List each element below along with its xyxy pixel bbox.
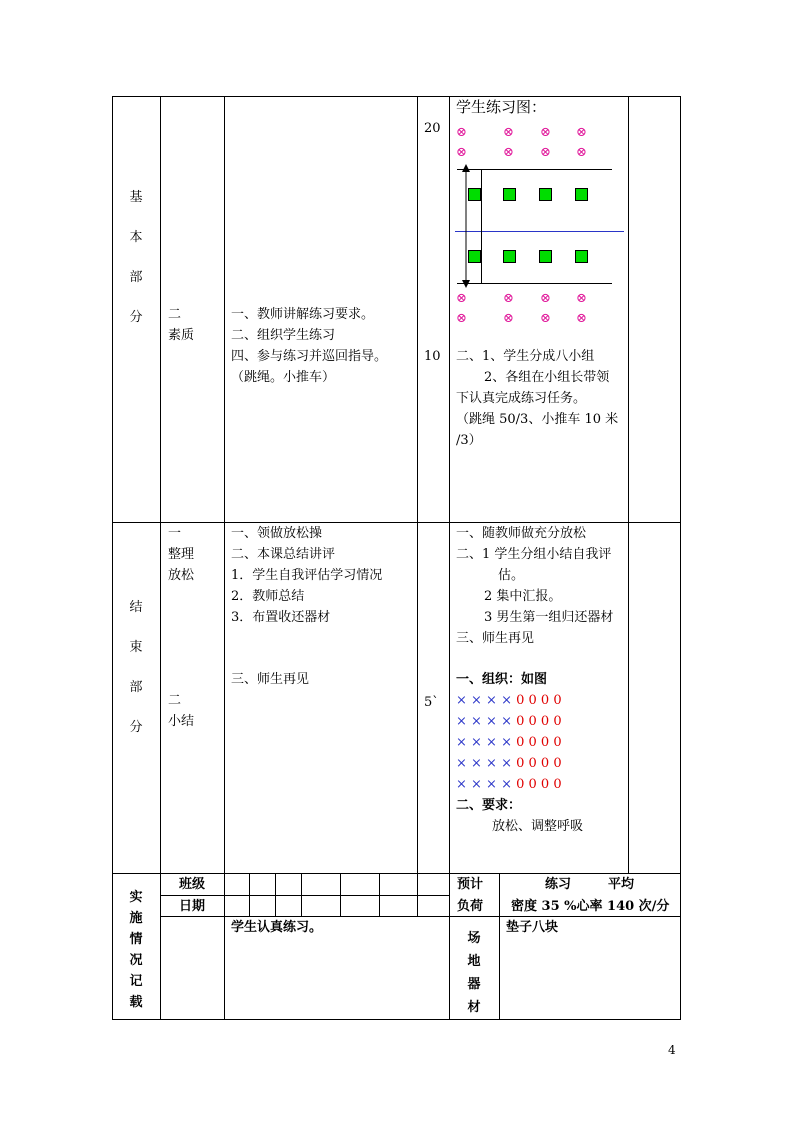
teacher-line: 2．教师总结 [231,589,305,604]
cross-marks: × × × × [456,756,512,771]
teacher-line: 一、领做放松操 [231,526,323,541]
label-char: 基 [129,190,143,205]
label-char: 施 [129,911,143,926]
student-marker-icon: ⊗ [456,291,467,306]
student-marker-icon: ⊗ [576,311,587,326]
formation-row [456,711,562,732]
student-line: 2 集中汇报。 [484,589,562,604]
teacher-line: 一、教师讲解练习要求。 [231,307,375,322]
cross-marks: × × × × [456,693,512,708]
load-density-heart-rate: 密度 35 %心率 140 次/分 [511,899,670,914]
requirement-text: 放松、调整呼吸 [492,819,584,834]
student-line: （跳绳 50/3、小推车 10 米 [456,412,619,427]
part-number: 二 [168,693,182,708]
cross-marks: × × × × [456,714,512,729]
student-marker-icon: ⊗ [540,125,551,140]
label-char: 况 [129,953,143,968]
student-marker-icon: ⊗ [576,145,587,160]
label-char: 本 [129,230,143,245]
part-number: 一 [168,526,182,541]
student-marker-icon: ⊗ [503,291,514,306]
load-practice-label: 练习 [545,877,572,892]
group-marker-icon [468,188,481,201]
label-char: 部 [129,680,143,695]
rope-line [481,170,482,283]
group-marker-icon [575,188,588,201]
student-line: 2、各组在小组长带领 [484,370,610,385]
label-char: 情 [129,932,143,947]
label-char: 场 [467,931,481,946]
basic-section-label [126,186,146,346]
student-marker-icon: ⊗ [456,311,467,326]
part-number: 二 [168,307,182,322]
formation-row [456,774,562,795]
student-marker-icon: ⊗ [456,125,467,140]
student-marker-icon: ⊗ [540,145,551,160]
label-char: 部 [129,270,143,285]
time-value: 5` [424,695,439,710]
student-marker-icon: ⊗ [540,311,551,326]
venue-value: 垫子八块 [506,920,559,935]
group-marker-icon [575,250,588,263]
student-marker-icon: ⊗ [576,125,587,140]
part-name: 小结 [168,714,195,729]
zero-marks: 0 0 0 0 [516,756,562,771]
student-marker-icon: ⊗ [503,145,514,160]
part-name: 整理 [168,547,195,562]
student-marker-icon: ⊗ [503,311,514,326]
teacher-line: 四、参与练习并巡回指导。 [231,349,388,364]
formation-row [456,732,562,753]
teacher-line: 3．布置收还器材 [231,610,331,625]
teacher-line: 1．学生自我评估学习情况 [231,568,383,583]
cross-marks: × × × × [456,777,512,792]
label-char: 分 [129,720,143,735]
zero-marks: 0 0 0 0 [516,693,562,708]
student-marker-icon: ⊗ [503,125,514,140]
part-name: 素质 [168,328,195,343]
teacher-line: 二、本课总结讲评 [231,547,336,562]
student-marker-icon: ⊗ [540,291,551,306]
formation-row [456,690,562,711]
diagram-title: 学生练习图： [456,98,547,116]
teacher-line: （跳绳。小推车） [231,370,336,385]
student-line: 二、1、学生分成八小组 [456,349,595,364]
zero-marks: 0 0 0 0 [516,735,562,750]
organization-title: 一、组织：如图 [456,672,548,687]
time-value: 10 [424,349,441,364]
label-char: 记 [129,974,143,989]
impl-section-label [126,886,146,1012]
end-section-label [126,596,146,756]
label-char: 地 [467,954,481,969]
requirement-title: 二、要求： [456,798,522,813]
label-char: 结 [129,600,143,615]
student-line: 下认真完成练习任务。 [456,391,587,406]
formation-row [456,753,562,774]
load-label: 预计 [457,877,484,892]
part-name: 放松 [168,568,195,583]
group-marker-icon [503,188,516,201]
page-number: 4 [668,1043,676,1057]
double-arrow-icon [459,164,473,288]
label-char: 实 [129,890,143,905]
student-line: 二、1 学生分组小结自我评 [456,547,612,562]
label-char: 分 [129,310,143,325]
boundary-line [457,283,612,284]
implementation-note: 学生认真练习。 [231,920,323,935]
label-char: 束 [129,640,143,655]
class-label: 班级 [179,877,206,892]
student-marker-icon: ⊗ [576,291,587,306]
venue-label [464,927,484,1019]
teacher-line: 三、师生再见 [231,672,310,687]
student-line: 3 男生第一组归还器材 [484,610,614,625]
student-line: /3） [456,433,482,448]
group-marker-icon [539,250,552,263]
load-average-label: 平均 [608,877,635,892]
label-char: 器 [467,977,481,992]
student-line: 一、随教师做充分放松 [456,526,587,541]
zero-marks: 0 0 0 0 [516,714,562,729]
cross-marks: × × × × [456,735,512,750]
date-label: 日期 [179,899,206,914]
group-marker-icon [539,188,552,201]
label-char: 材 [467,1000,481,1015]
group-marker-icon [503,250,516,263]
student-marker-icon: ⊗ [456,145,467,160]
label-char: 载 [129,995,143,1010]
teacher-line: 二、组织学生练习 [231,328,336,343]
student-line: 估。 [498,568,525,583]
time-value: 20 [424,121,441,136]
load-label: 负荷 [457,899,484,914]
student-line: 三、师生再见 [456,631,535,646]
zero-marks: 0 0 0 0 [516,777,562,792]
group-marker-icon [468,250,481,263]
